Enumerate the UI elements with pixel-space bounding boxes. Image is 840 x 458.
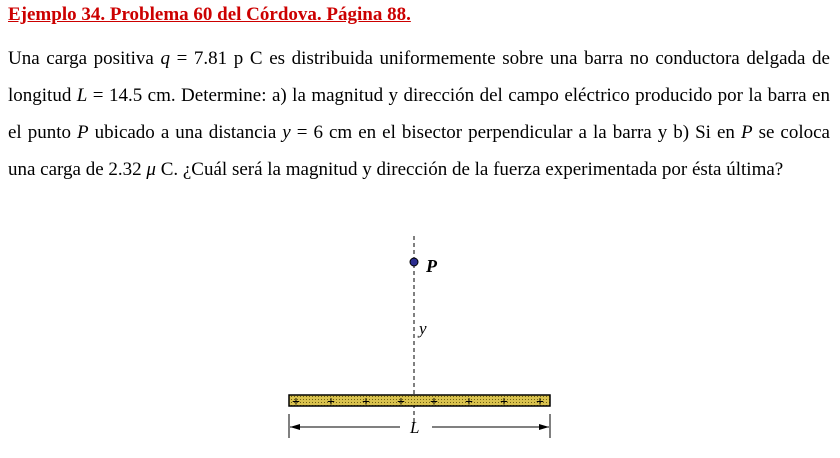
var-mu: μ: [146, 159, 156, 180]
charge-plus-sign: +: [327, 395, 335, 410]
text-segment: Una carga positiva: [8, 48, 161, 69]
point-p-dot: [410, 258, 418, 266]
var-P: P: [77, 122, 89, 143]
text-segment: = 14.5 cm. Determine: a) la magnitud y dirección del campo eléctrico producido por la barra en el punto: [8, 85, 830, 143]
point-p-label: P: [426, 256, 437, 276]
distance-y-label: y: [419, 319, 427, 338]
var-P: P: [740, 122, 753, 143]
var-y: y: [282, 122, 291, 143]
text-segment: se coloca una carga de 2.32: [8, 122, 830, 180]
charge-plus-sign: +: [536, 395, 544, 410]
charge-plus-sign: +: [430, 395, 438, 410]
charge-plus-sign: +: [397, 395, 405, 410]
text-segment: = 7.81 p C es distribuida uniformemente sobre una barra no conductora delgada de longitud: [8, 48, 830, 106]
text-segment: C. ¿Cuál será la magnitud y dirección de la fuerza experimentada por ésta última?: [155, 159, 784, 180]
charge-plus-sign: +: [292, 395, 300, 410]
dimension-arrow-right: [539, 424, 549, 430]
var-L: L: [76, 85, 88, 106]
charge-plus-sign: +: [500, 395, 508, 410]
example-title: Ejemplo 34. Problema 60 del Córdova. Página 88.: [8, 4, 411, 25]
charge-plus-sign: +: [362, 395, 370, 410]
text-segment: ubicado a una distancia: [88, 122, 283, 143]
length-l-label: L: [410, 418, 420, 437]
var-q: q: [160, 48, 170, 69]
dimension-arrow-left: [290, 424, 300, 430]
text-segment: = 6 cm en el bisector perpendicular a la barra y b) Si en: [290, 122, 741, 143]
charge-plus-sign: +: [465, 395, 473, 410]
